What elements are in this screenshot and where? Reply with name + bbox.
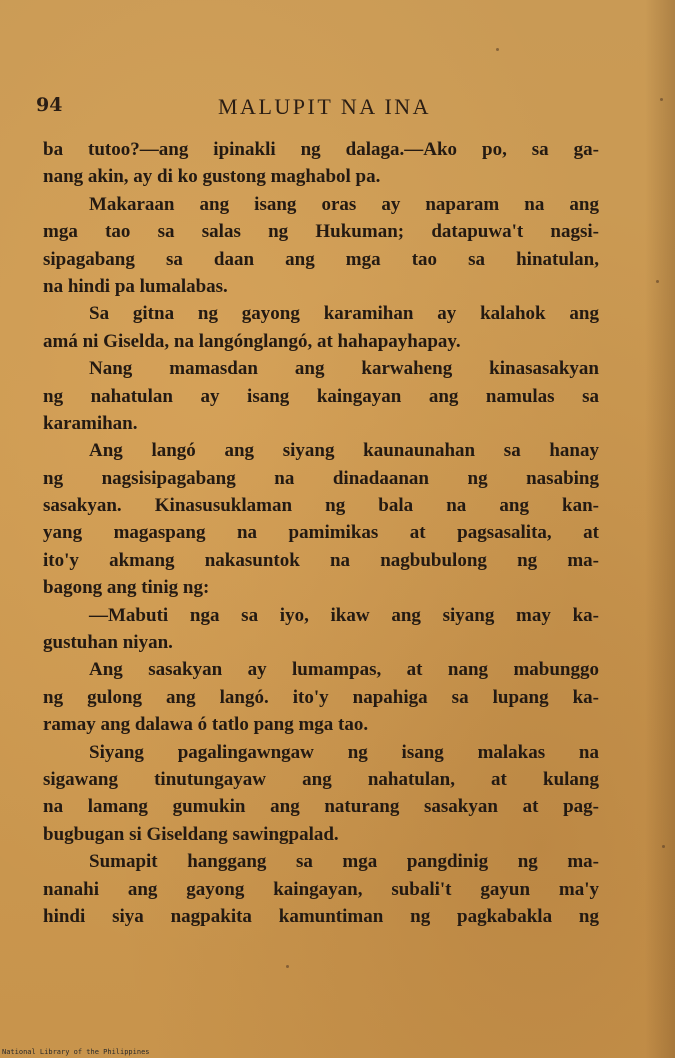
text-line: Sa gitna ng gayong karamihan ay kalahok ang [89, 303, 599, 325]
text-line: na hindi pa lumalabas. [43, 275, 228, 297]
body-text [43, 136, 599, 930]
text-line: yang magaspang na pamimikas at pagsasalita, at [43, 522, 599, 544]
text-line: nanahi ang gayong kaingayan, subali't gayun ma'y [43, 878, 599, 900]
page-edge-shadow [645, 0, 675, 1058]
text-line: nang akin, ay di ko gustong maghabol pa. [43, 166, 381, 188]
text-line: ng nagsisipagabang na dinadaanan ng nasabing [43, 467, 599, 489]
text-line: sasakyan. Kinasusuklaman ng bala na ang kan- [43, 495, 599, 517]
paper-speck [496, 48, 499, 51]
text-line: —Mabuti nga sa iyo, ikaw ang siyang may ka- [89, 604, 599, 626]
text-line: Makaraan ang isang oras ay naparam na ang [89, 193, 599, 215]
text-line: Nang mamasdan ang karwaheng kinasasakyan [89, 358, 599, 380]
text-line: amá ni Giselda, na langónglangó, at hahapayhapay. [43, 330, 461, 352]
text-line: Sumapit hanggang sa mga pangdinig ng ma- [89, 851, 599, 873]
text-line: sigawang tinutungayaw ang nahatulan, at kulang [43, 768, 599, 790]
text-line: ng nahatulan ay isang kaingayan ang namulas sa [43, 385, 599, 407]
paper-speck [286, 965, 289, 968]
paper-speck [662, 845, 665, 848]
text-line: ng gulong ang langó. ito'y napahiga sa lupang ka- [43, 686, 599, 708]
text-line: sipagabang sa daan ang mga tao sa hinatulan, [43, 248, 599, 270]
text-line: Ang langó ang siyang kaunaunahan sa hanay [89, 440, 599, 462]
text-line: ramay ang dalawa ó tatlo pang mga tao. [43, 714, 369, 736]
text-line: bugbugan si Giseldang sawingpalad. [43, 823, 339, 845]
paper-speck [656, 280, 659, 283]
text-line: Siyang pagalingawngaw ng isang malakas na [89, 741, 599, 763]
page-number: 94 [36, 94, 63, 116]
text-line: hindi siya nagpakita kamuntiman ng pagkabakla ng [43, 905, 599, 927]
text-line: karamihan. [43, 412, 138, 434]
running-title: MALUPIT NA INA [218, 94, 432, 119]
paper-speck [660, 98, 663, 101]
text-line: ito'y akmang nakasuntok na nagbubulong ng ma- [43, 549, 599, 571]
text-line: gustuhan niyan. [43, 632, 173, 654]
text-line: bagong ang tinig ng: [43, 577, 210, 599]
text-line: ba tutoo?—ang ipinakli ng dalaga.—Ako po, sa ga- [43, 139, 599, 160]
page-header [36, 94, 596, 124]
library-credit: National Library of the Philippines [2, 1048, 150, 1056]
text-line: na lamang gumukin ang naturang sasakyan at pag- [43, 796, 599, 818]
text-line: mga tao sa salas ng Hukuman; datapuwa't nagsi- [43, 221, 599, 243]
text-line: Ang sasakyan ay lumampas, at nang mabunggo [89, 659, 599, 681]
